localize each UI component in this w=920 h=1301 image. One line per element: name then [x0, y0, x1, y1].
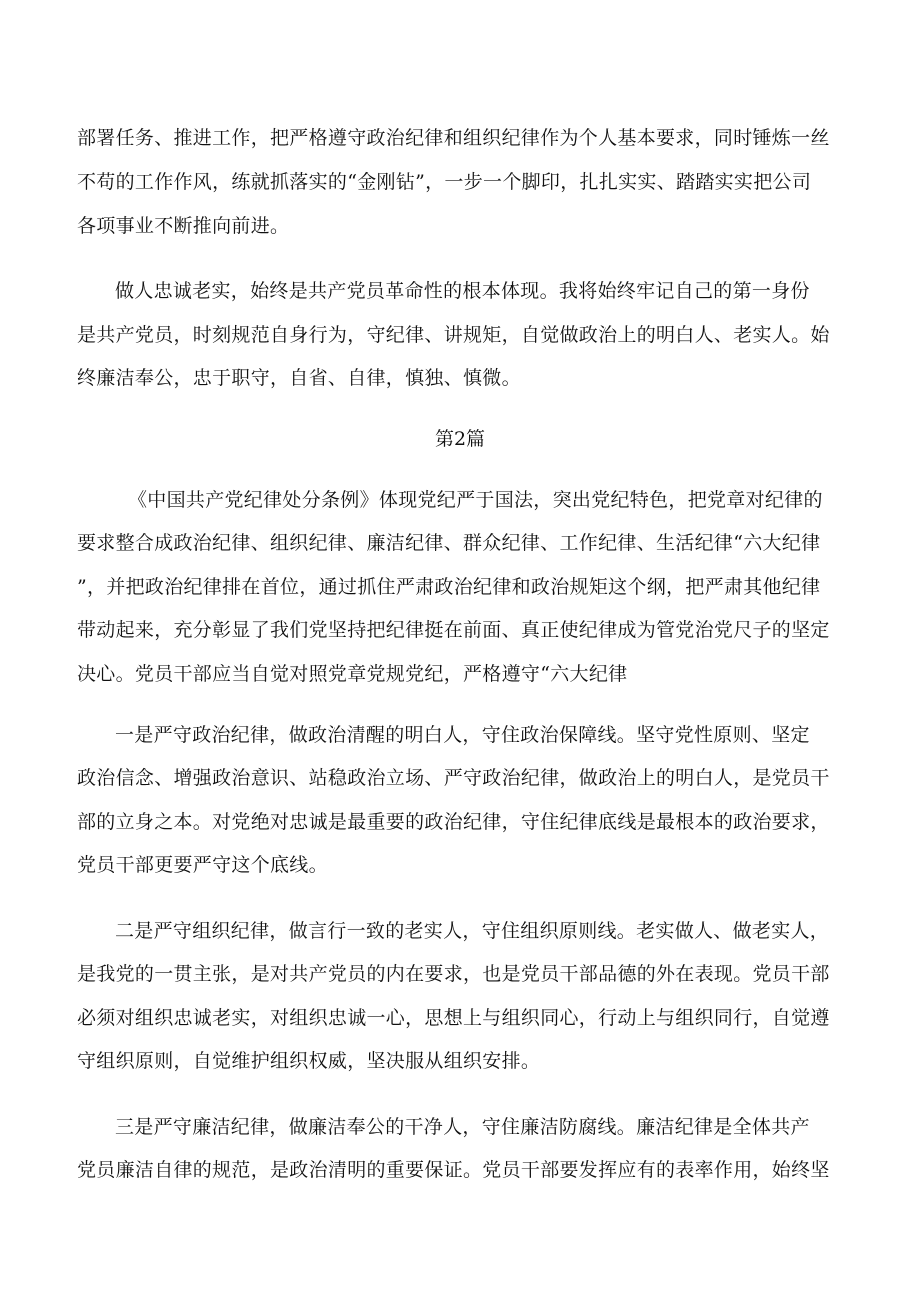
paragraph-line: 政治信念、增强政治意识、站稳政治立场、严守政治纪律，做政治上的明白人，是党员干	[77, 767, 830, 789]
paragraph-line: 部署任务、推进工作，把严格遵守政治纪律和组织纪律作为个人基本要求，同时锤炼一丝	[77, 127, 830, 149]
paragraph-line: 是共产党员，时刻规范自身行为，守纪律、讲规矩，自觉做政治上的明白人、老实人。始	[77, 324, 830, 346]
paragraph-line: 《中国共产党纪律处分条例》体现党纪严于国法，突出党纪特色，把党章对纪律的	[128, 489, 823, 511]
paragraph-line: 二是严守组织纪律，做言行一致的老实人，守住组织原则线。老实做人、做老实人，	[115, 920, 830, 942]
section-heading: 第2篇	[434, 428, 486, 450]
paragraph-line: 是我党的一贯主张，是对共产党员的内在要求，也是党员干部品德的外在表现。党员干部	[77, 963, 830, 985]
paragraph-line: 守组织原则，自觉维护组织权威，坚决服从组织安排。	[77, 1050, 541, 1072]
paragraph-line: 党员廉洁自律的规范，是政治清明的重要保证。党员干部要发挥应有的表率作用，始终坚	[77, 1159, 830, 1181]
paragraph-line: 部的立身之本。对党绝对忠诚是最重要的政治纪律，守住纪律底线是最根本的政治要求，	[77, 811, 830, 833]
paragraph-line: 不苟的工作作风，练就抓落实的“金刚钻”，一步一个脚印，扎扎实实、踏踏实实把公司	[77, 171, 812, 193]
paragraph-line: 三是严守廉洁纪律，做廉洁奉公的干净人，守住廉洁防腐线。廉洁纪律是全体共产	[115, 1116, 810, 1138]
paragraph-line: 要求整合成政治纪律、组织纪律、廉洁纪律、群众纪律、工作纪律、生活纪律“六大纪律	[77, 532, 821, 554]
paragraph-line: 终廉洁奉公，忠于职守，自省、自律，慎独、慎微。	[77, 367, 521, 389]
paragraph-line: 党员干部更要严守这个底线。	[77, 854, 328, 876]
paragraph-line: 决心。党员干部应当自觉对照党章党规党纪，严格遵守“六大纪律	[77, 663, 628, 685]
paragraph-line: 做人忠诚老实，始终是共产党员革命性的根本体现。我将始终牢记自己的第一身份	[115, 280, 810, 302]
paragraph-line: ”，并把政治纪律排在首位，通过抓住严肃政治纪律和政治规矩这个纲，把严肃其他纪律	[77, 576, 821, 598]
paragraph-line: 必须对组织忠诚老实，对组织忠诚一心，思想上与组织同心，行动上与组织同行，自觉遵	[77, 1007, 830, 1029]
paragraph-line: 各项事业不断推向前进。	[77, 215, 290, 237]
paragraph-line: 一是严守政治纪律，做政治清醒的明白人，守住政治保障线。坚守党性原则、坚定	[115, 724, 810, 746]
paragraph-line: 带动起来，充分彰显了我们党坚持把纪律挺在前面、真正使纪律成为管党治党尺子的坚定	[77, 619, 830, 641]
